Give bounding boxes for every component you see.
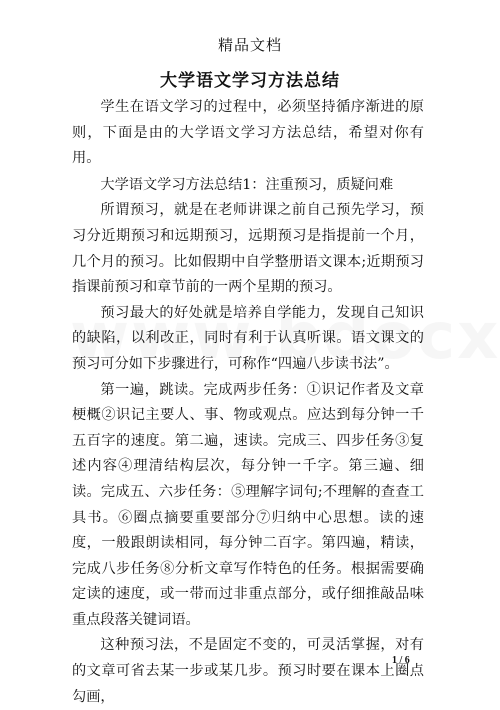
page-number: 1 / 6 [392, 655, 410, 666]
paragraph-preview-definition: 所谓预习，就是在老师讲课之前自己预先学习，预习分近期预习和远期预习，远期预习是指提前一个月，几个月的预习。比如假期中自学整册语文课本;近期预习指课前预习和章节前的一两个星期的预习。 [72, 202, 424, 296]
document-body [72, 95, 424, 710]
paragraph-intro: 学生在语文学习的过程中，必须坚持循序渐进的原则，下面是由的大学语文学习方法总结，希望对你有用。 [72, 99, 424, 167]
document-title: 大学语文学习方法总结 [160, 71, 340, 91]
page-header: 精品文档 [217, 36, 282, 54]
paragraph-preview-benefits: 预习最大的好处就是培养自学能力，发现自己知识的缺陷，以利改正，同时有利于认真听课。语文课文的预习可分如下步骤进行，可称作“四遍八步读书法”。 [72, 304, 424, 372]
section-heading: 大学语文学习方法总结1：注重预习，质疑问难 [100, 176, 394, 193]
paragraph-four-readings: 第一遍，跳读。完成两步任务：①识记作者及文章梗概②识记主要人、事、物或观点。应达到每分钟一千五百字的速度。第二遍，速读。完成三、四步任务③复述内容④理清结构层次，每分钟一千字。第三遍、细读。完成五、六步任务：⑤理解字词句;不理解的查查工具书。⑥圈点摘要重要部分⑦归纳中心思想。读的速度，一般跟朗读相同，每分钟二百字。第四遍，精读，完成八步任务⑧分析文章写作特色的任务。根据需要确定读的速度，或一带而过非重点部分，或仔细推敲品味重点段落关键词语。 [72, 381, 424, 628]
paragraph-flexibility: 这种预习法，不是固定不变的，可灵活掌握，对有的文章可省去某一步或某几步。预习时要在课本上圈点勾画， [72, 637, 424, 705]
